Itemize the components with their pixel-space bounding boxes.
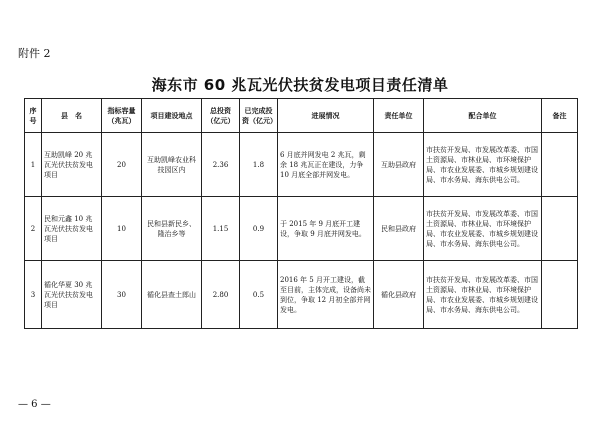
cell-no: 3 bbox=[25, 261, 42, 329]
cell-capacity: 10 bbox=[102, 197, 142, 261]
cell-no: 1 bbox=[25, 133, 42, 197]
attachment-label: 附件 2 bbox=[18, 47, 51, 60]
table-row bbox=[25, 133, 578, 197]
header-completed: 已完成投资（亿元） bbox=[240, 99, 278, 133]
cell-progress: 6 月底并网发电 2 兆瓦，剩余 18 兆瓦正在建设，力争 10 月底全部并网发电。 bbox=[278, 133, 374, 197]
cell-cooperating: 市扶贫开发局、市发展改革委、市国土资源局、市林业局、市环境保护局、市农业发展委、市城乡规划建设局、市水务局、海东供电公司。 bbox=[424, 261, 542, 329]
document-title: 海东市 60 兆瓦光伏扶贫发电项目责任清单 bbox=[151, 76, 449, 94]
cell-county: 循化华夏 30 兆瓦光伏扶贫发电项目 bbox=[42, 261, 102, 329]
header-investment: 总投资（亿元） bbox=[202, 99, 240, 133]
cell-location: 民和县新民乡、隆治乡等 bbox=[142, 197, 202, 261]
cell-investment: 2.80 bbox=[202, 261, 240, 329]
table-row bbox=[25, 261, 578, 329]
cell-responsible: 民和县政府 bbox=[374, 197, 424, 261]
cell-investment: 1.15 bbox=[202, 197, 240, 261]
cell-county: 互助凯峰 20 兆瓦光伏扶贫发电项目 bbox=[42, 133, 102, 197]
header-responsible: 责任单位 bbox=[374, 99, 424, 133]
cell-investment: 2.36 bbox=[202, 133, 240, 197]
header-progress: 进展情况 bbox=[278, 99, 374, 133]
header-location: 项目建设地点 bbox=[142, 99, 202, 133]
cell-cooperating: 市扶贫开发局、市发展改革委、市国土资源局、市林业局、市环境保护局、市农业发展委、市城乡规划建设局、市水务局、海东供电公司。 bbox=[424, 133, 542, 197]
cell-remark bbox=[542, 261, 578, 329]
cell-capacity: 20 bbox=[102, 133, 142, 197]
cell-no: 2 bbox=[25, 197, 42, 261]
cell-completed: 0.9 bbox=[240, 197, 278, 261]
cell-capacity: 30 bbox=[102, 261, 142, 329]
cell-location: 循化县查土郎山 bbox=[142, 261, 202, 329]
cell-responsible: 循化县政府 bbox=[374, 261, 424, 329]
header-no: 序号 bbox=[25, 99, 42, 133]
cell-remark bbox=[542, 133, 578, 197]
page-number: — 6 — bbox=[18, 399, 51, 410]
cell-responsible: 互助县政府 bbox=[374, 133, 424, 197]
header-capacity: 指标容量（兆瓦） bbox=[102, 99, 142, 133]
cell-completed: 1.8 bbox=[240, 133, 278, 197]
cell-progress: 于 2015 年 9 月底开工建设，争取 9 月底并网发电。 bbox=[278, 197, 374, 261]
cell-completed: 0.5 bbox=[240, 261, 278, 329]
header-county: 县 名 bbox=[42, 99, 102, 133]
cell-remark bbox=[542, 197, 578, 261]
table-header-row bbox=[25, 99, 578, 133]
cell-cooperating: 市扶贫开发局、市发展改革委、市国土资源局、市林业局、市环境保护局、市农业发展委、市城乡规划建设局、市水务局、海东供电公司。 bbox=[424, 197, 542, 261]
cell-progress: 2016 年 5 月开工建设，截至目前，主体完成，设备尚未到位，争取 12 月初全部并网发电。 bbox=[278, 261, 374, 329]
table-row bbox=[25, 197, 578, 261]
cell-location: 互助凯峰农业科技园区内 bbox=[142, 133, 202, 197]
cell-county: 民和元鑫 10 兆瓦光伏扶贫发电项目 bbox=[42, 197, 102, 261]
header-cooperating: 配合单位 bbox=[424, 99, 542, 133]
header-remark: 备注 bbox=[542, 99, 578, 133]
responsibility-table bbox=[24, 98, 578, 329]
